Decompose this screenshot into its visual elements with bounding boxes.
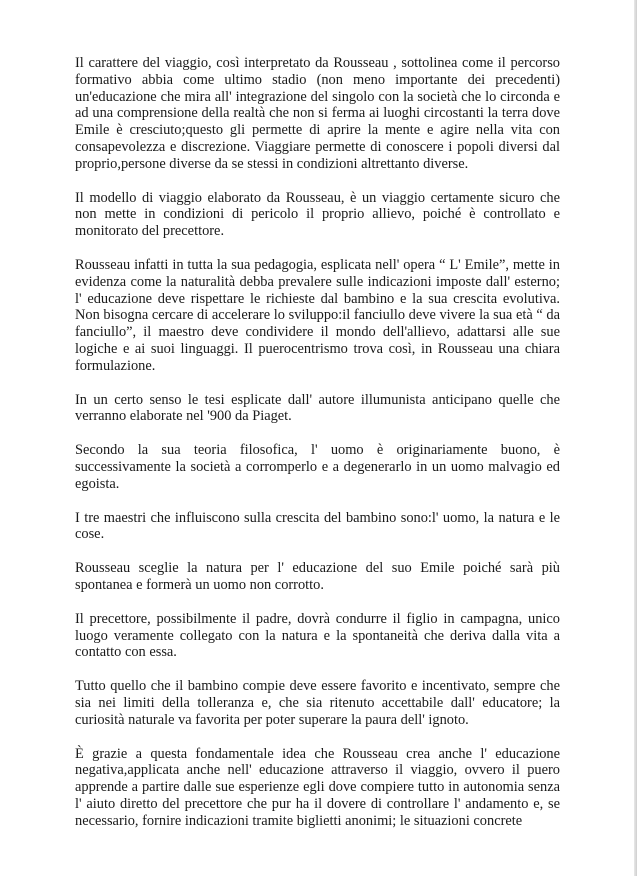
paragraph: Rousseau infatti in tutta la sua pedagogia, esplicata nell' opera “ L' Emile”, mette in evidenza come la naturalità debba prevalere sulle indicazioni imposte dall' esterno; l' educazione deve rispettare le richieste dal bambino e la sua crescita evolutiva. Non bisogna cercare di accelerare lo sviluppo:il fanciullo deve vivere la sua età “ da fanciullo”, il maestro deve condividere il mondo dell'allievo, adattarsi alle sue logiche e ai suoi linguaggi. Il puerocentrismo trova così, in Rousseau una chiara formulazione. (75, 256, 560, 374)
paragraph: Rousseau sceglie la natura per l' educazione del suo Emile poiché sarà più spontanea e formerà un uomo non corrotto. (75, 560, 560, 593)
paragraph: Tutto quello che il bambino compie deve essere favorito e incentivato, sempre che sia nei limiti della tolleranza e, che sia ritenuto accettabile dall' educatore; la curiosità naturale va favorita per poter superare la paura dell' ignoto. (75, 678, 560, 728)
document-body (75, 55, 560, 846)
paragraph: Il modello di viaggio elaborato da Rousseau, è un viaggio certamente sicuro che non mette in condizioni di pericolo il proprio allievo, poiché è controllato e monitorato del precettore. (75, 189, 560, 240)
paragraph: I tre maestri che influiscono sulla crescita del bambino sono:l' uomo, la natura e le cose. (75, 509, 560, 543)
paragraph: In un certo senso le tesi esplicate dall' autore illumunista anticipano quelle che verranno elaborate nel '900 da Piaget. (75, 391, 560, 425)
paragraph: Secondo la sua teoria filosofica, l' uomo è originariamente buono, è successivamente la società a corromperlo e a degenerarlo in un uomo malvagio ed egoista. (75, 442, 560, 492)
paragraph: Il carattere del viaggio, così interpretato da Rousseau , sottolinea come il percorso formativo abbia come ultimo stadio (non meno importante dei precedenti) un'educazione che mira all' integrazione del singolo con la società che lo circonda e ad una comprensione della realtà che non si ferma ai luoghi circostanti la terra dove Emile è cresciuto;questo gli permette di aprire la mente e agire nella vita con consapevolezza e discrezione. Viaggiare permette di conoscere i popoli diversi dal proprio,persone diverse da se stessi in condizioni altrettanto diverse. (75, 55, 560, 172)
paragraph: È grazie a questa fondamentale idea che Rousseau crea anche l' educazione negativa,applicata anche nell' educazione attraverso il viaggio, ovvero il puero apprende a partire dalle sue esperienze egli dove compiere tutto in autonomia senza l' aiuto diretto del precettore che pur ha il dovere di controllare l' andamento e, se necessario, fornire indicazioni tramite biglietti anonimi; le situazioni concrete (75, 745, 560, 829)
paragraph: Il precettore, possibilmente il padre, dovrà condurre il figlio in campagna, unico luogo veramente collegato con la natura e la spontaneità che deriva dalla vita a contatto con essa. (75, 610, 560, 661)
